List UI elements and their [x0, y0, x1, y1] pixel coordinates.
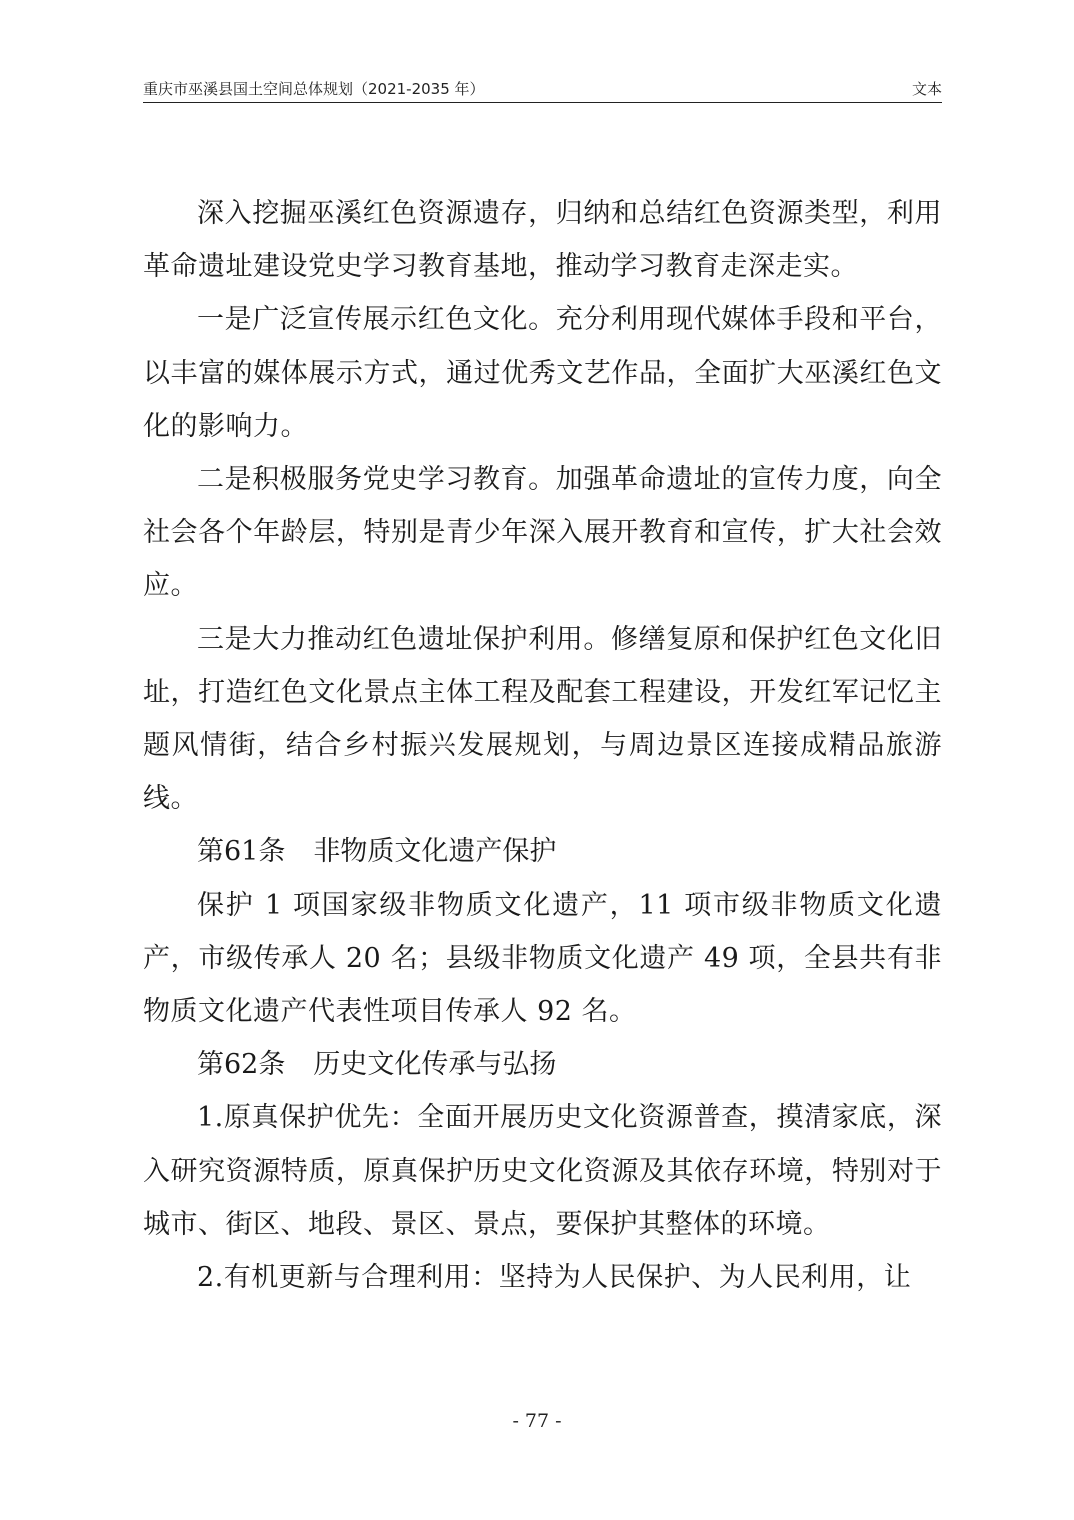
article-62-title: 历史文化传承与弘扬 — [313, 1049, 557, 1081]
page-number: - 77 - — [512, 1410, 562, 1432]
document-body — [143, 187, 942, 1304]
article-61-number: 第61条 — [197, 836, 286, 868]
article-62-item-1: 1.原真保护优先：全面开展历史文化资源普查，摸清家底，深入研究资源特质，原真保护历史文化资源及其依存环境，特别对于城市、街区、地段、景区、景点，要保护其整体的环境。 — [143, 1102, 942, 1240]
article-61-text: 保护 1 项国家级非物质文化遗产，11 项市级非物质文化遗产，市级传承人 20 名；县级非物质文化遗产 49 项，全县共有非物质文化遗产代表性项目传承人 92 名。 — [143, 889, 942, 1028]
paragraph-party-history-education: 二是积极服务党史学习教育。加强革命遗址的宣传力度，向全社会各个年龄层，特别是青少年深入展开教育和宣传，扩大社会效应。 — [143, 464, 942, 602]
paragraph-red-culture-promotion: 一是广泛宣传展示红色文化。充分利用现代媒体手段和平台，以丰富的媒体展示方式，通过优秀文艺作品，全面扩大巫溪红色文化的影响力。 — [143, 304, 942, 442]
article-62-item-2: 2.有机更新与合理利用：坚持为人民保护、为人民利用，让 — [197, 1262, 912, 1294]
page-header — [143, 76, 942, 103]
paragraph-red-site-protection: 三是大力推动红色遗址保护利用。修缮复原和保护红色文化旧址，打造红色文化景点主体工程及配套工程建设，开发红军记忆主题风情街，结合乡村振兴发展规划，与周边景区连接成精品旅游线。 — [143, 623, 942, 815]
document-title: 重庆市巫溪县国土空间总体规划（2021-2035 年） — [143, 80, 485, 98]
header-section-label: 文本 — [911, 80, 942, 98]
article-62-number: 第62条 — [197, 1049, 286, 1081]
paragraph-red-resources-intro: 深入挖掘巫溪红色资源遗存，归纳和总结红色资源类型，利用革命遗址建设党史学习教育基地，推动学习教育走深走实。 — [143, 198, 942, 283]
article-61-title: 非物质文化遗产保护 — [313, 836, 557, 868]
article-61-heading — [143, 825, 942, 878]
article-62-heading — [143, 1038, 942, 1091]
